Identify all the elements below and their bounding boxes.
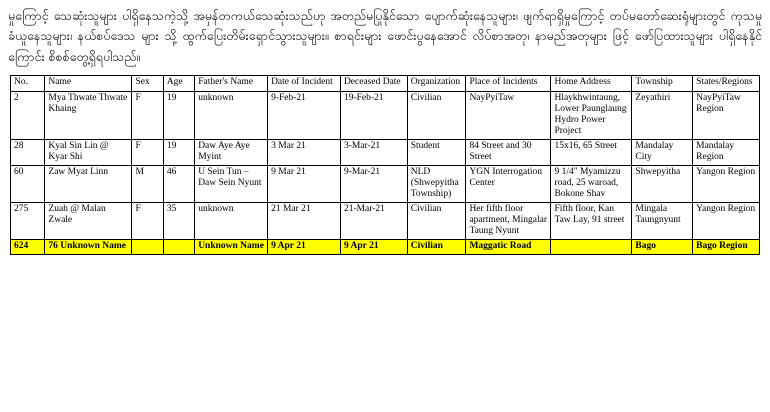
table-header — [11, 75, 760, 91]
cell-deceased-date: 9-Mar-21 — [340, 165, 407, 202]
table-row — [11, 91, 760, 139]
cell-place-of-incidents: NayPyiTaw — [466, 91, 551, 139]
cell-states-regions: NayPyiTaw Region — [693, 91, 760, 139]
cell-no: 2 — [11, 91, 45, 139]
column-header-date-of-incident: Date of Incident — [268, 75, 341, 91]
column-header-home-address: Home Address — [551, 75, 632, 91]
cell-township: Zeyathiri — [632, 91, 693, 139]
cell-age: 19 — [163, 139, 194, 165]
table-row — [11, 165, 760, 202]
table-row-highlighted — [11, 239, 760, 254]
cell-deceased-date: 21-Mar-21 — [340, 202, 407, 239]
cell-fathers-name: Daw Aye Aye Myint — [195, 139, 268, 165]
cell-sex: F — [132, 91, 163, 139]
cell-date-of-incident: 9-Feb-21 — [268, 91, 341, 139]
cell-date-of-incident: 9 Apr 21 — [268, 239, 341, 254]
cell-township: Mingala Taungnyunt — [632, 202, 693, 239]
cell-place-of-incidents: Maggatic Road — [466, 239, 551, 254]
column-header-age: Age — [163, 75, 194, 91]
column-header-states-regions: States/Regions — [693, 75, 760, 91]
cell-township: Mandalay City — [632, 139, 693, 165]
records-table-wrapper — [0, 73, 770, 255]
cell-home-address: Fifth floor, Kan Taw Lay, 91 street — [551, 202, 632, 239]
table-row — [11, 139, 760, 165]
cell-place-of-incidents: Her fifth floor apartment, Mingalar Taung Nyunt — [466, 202, 551, 239]
cell-no: 624 — [11, 239, 45, 254]
cell-deceased-date: 19-Feb-21 — [340, 91, 407, 139]
column-header-place-of-incidents: Place of Incidents — [466, 75, 551, 91]
cell-states-regions: Mandalay Region — [693, 139, 760, 165]
cell-home-address — [551, 239, 632, 254]
cell-sex: F — [132, 202, 163, 239]
cell-sex: F — [132, 139, 163, 165]
cell-fathers-name: unknown — [195, 91, 268, 139]
cell-organization: Student — [407, 139, 466, 165]
column-header-fathers-name: Father's Name — [195, 75, 268, 91]
column-header-no: No. — [11, 75, 45, 91]
cell-age: 46 — [163, 165, 194, 202]
cell-states-regions: Yangon Region — [693, 202, 760, 239]
column-header-sex: Sex — [132, 75, 163, 91]
table-header-row — [11, 75, 760, 91]
cell-sex: M — [132, 165, 163, 202]
cell-age — [163, 239, 194, 254]
cell-fathers-name: unknown — [195, 202, 268, 239]
cell-name: Kyal Sin Lin @ Kyar Shi — [45, 139, 132, 165]
cell-home-address: 15x16, 65 Street — [551, 139, 632, 165]
cell-home-address: Hlaykhwintaung, Lower Paunglaung Hydro Power Project — [551, 91, 632, 139]
cell-organization: Civilian — [407, 202, 466, 239]
cell-date-of-incident: 21 Mar 21 — [268, 202, 341, 239]
cell-no: 275 — [11, 202, 45, 239]
table-row — [11, 202, 760, 239]
cell-name: 76 Unknown Name — [45, 239, 132, 254]
cell-states-regions: Bago Region — [693, 239, 760, 254]
cell-states-regions: Yangon Region — [693, 165, 760, 202]
records-table — [10, 75, 760, 255]
column-header-deceased-date: Deceased Date — [340, 75, 407, 91]
cell-home-address: 9 1/4" Myamizzu road, 25 waroad, Bokone Shav — [551, 165, 632, 202]
column-header-township: Township — [632, 75, 693, 91]
cell-no: 28 — [11, 139, 45, 165]
table-body — [11, 91, 760, 254]
cell-sex — [132, 239, 163, 254]
cell-age: 35 — [163, 202, 194, 239]
cell-name: Zuah @ Malan Zwale — [45, 202, 132, 239]
cell-date-of-incident: 3 Mar 21 — [268, 139, 341, 165]
cell-deceased-date: 9 Apr 21 — [340, 239, 407, 254]
cell-township: Bago — [632, 239, 693, 254]
intro-paragraph: မှုကြောင့် သေဆုံးသူများ ပါရှိနေသကဲ့သို့ အမှန်တကယ်သေဆုံးသည်ဟု အတည်မပြုနိုင်သော ပျောက်ဆုံးနေသူများ၊ ဖျက်ရာရှိမှုကြောင့် တပ်မတော်ဆေးရုံများတွင် ကုသမှုခံယူနေသူများ၊ နယ်စပ်ဒေသ များ သို့ ထွက်ပြေးတိမ်းရှောင်သွားသူများ။ စာရင်းများ ဖောင်းပွနေအောင် လိပ်စာအတု၊ နာမည်အတုများ ဖြင့် ဖော်ပြထားသူများ ပါရှိနေနိုင်ကြောင်း စိစစ်တွေ့ရှိရပါသည်။ — [8, 8, 762, 64]
cell-name: Mya Thwate Thwate Khaing — [45, 91, 132, 139]
cell-name: Zaw Myat Linn — [45, 165, 132, 202]
intro-text-block — [0, 0, 770, 73]
cell-no: 60 — [11, 165, 45, 202]
cell-place-of-incidents: 84 Street and 30 Street — [466, 139, 551, 165]
cell-township: Shwepyitha — [632, 165, 693, 202]
cell-deceased-date: 3-Mar-21 — [340, 139, 407, 165]
cell-fathers-name: Unknown Name — [195, 239, 268, 254]
column-header-organization: Organization — [407, 75, 466, 91]
cell-organization: Civilian — [407, 91, 466, 139]
cell-organization: NLD (Shwepyitha Township) — [407, 165, 466, 202]
cell-age: 19 — [163, 91, 194, 139]
cell-place-of-incidents: YGN Interrogation Center — [466, 165, 551, 202]
cell-organization: Civilian — [407, 239, 466, 254]
cell-date-of-incident: 9 Mar 21 — [268, 165, 341, 202]
cell-fathers-name: U Sein Tun –Daw Sein Nyunt — [195, 165, 268, 202]
column-header-name: Name — [45, 75, 132, 91]
